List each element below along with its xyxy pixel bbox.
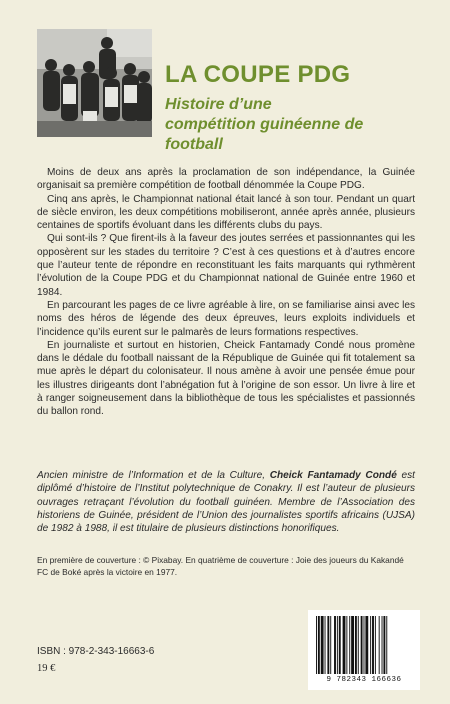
barcode-bar xyxy=(349,616,350,674)
barcode-bar xyxy=(325,616,326,674)
barcode-bar xyxy=(318,616,320,674)
bio-prefix: Ancien ministre de l’Information et de la Culture, xyxy=(37,470,270,481)
barcode-bar xyxy=(343,616,346,674)
barcode-panel xyxy=(308,610,420,690)
book-title: LA COUPE PDG xyxy=(165,61,351,88)
book-subtitle: Histoire d’une compétition guinéenne de football xyxy=(165,96,364,153)
isbn: ISBN : 978-2-343-16663-6 xyxy=(37,646,155,657)
barcode-bar xyxy=(375,616,376,674)
barcode-bar xyxy=(334,616,336,674)
image-credits: En première de couverture : © Pixabay. En quatrième de couverture : Joie des joueurs du Kakandé FC de Boké après la victoire en 1977. xyxy=(37,555,404,577)
blurb-paragraph: En parcourant les pages de ce livre agréable à lire, on se familiarise ainsi avec les noms des héros de légende des deux épreuves, leurs exploits individuels et l’incidence qu’ils eurent sur le palmarès de leurs formations respectives. xyxy=(37,299,415,338)
author-bio xyxy=(37,469,415,535)
barcode-bar xyxy=(382,616,383,674)
barcode-bar xyxy=(321,616,324,674)
barcode-bar xyxy=(339,616,341,674)
blurb-paragraph: En journaliste et surtout en historien, Cheick Fantamady Condé nous promène dans le dédale du football naissant de la République de Guinée qui fit totalement sa mue après le départ du colonisateur. Il nous amène à avoir une pensée émue pour les illustres dirigeants dont l’abnégation fut à l’origine de son essor. Un livre à lire et à ranger soigneusement dans la bibliothèque de tous les spécialistes et passionnés du ballon rond. xyxy=(37,339,415,418)
barcode-digits: 9 782343 166636 xyxy=(326,676,402,684)
barcode-bar xyxy=(346,616,347,674)
barcode-bar xyxy=(372,616,374,674)
barcode-bar xyxy=(337,616,338,674)
price: 19 € xyxy=(37,663,56,674)
barcode-bar xyxy=(327,616,329,674)
barcode-bar xyxy=(386,616,387,674)
blurb xyxy=(37,166,415,419)
blurb-paragraph: Moins de deux ans après la proclamation de son indépendance, la Guinée organisait sa première compétition de football dénommée la Coupe PDG. xyxy=(37,167,415,192)
barcode-bar xyxy=(361,616,363,674)
author-name: Cheick Fantamady Condé xyxy=(269,470,397,481)
barcode-bar xyxy=(383,616,385,674)
bio-suffix: est diplômé d’histoire de l’Institut polytechnique de Conakry. Il est l’auteur de plusieurs ouvrages retraçant l’évolution du football guinéen. Membre de l’Association des historiens de Guinée, président de l’Union des journalistes sportifs africains (UJSA) de 1982 à 1988, il est titulaire de plusieurs distinctions honorifiques. xyxy=(37,470,415,535)
barcode-bar xyxy=(355,616,357,674)
barcode-bar xyxy=(358,616,359,674)
barcode-bar xyxy=(316,616,317,674)
photo-illustration xyxy=(37,29,152,137)
barcode-bar xyxy=(351,616,354,674)
blurb-paragraph: Qui sont-ils ? Que firent-ils à la faveur des joutes serrées et passionnantes qui les opposèrent sur les stades du territoire ? C’est à ces questions et à d’autres encore que l’auteur tente de répondre en reconstituant les faits marquants qui rythmèrent l’évolution de la Coupe PDG et du Championnat national de Guinée entre 1960 et 1984. xyxy=(37,233,415,298)
blurb-paragraph: Cinq ans après, le Championnat national était lancé à son tour. Pendant un quart de siècle environ, les deux compétitions mobiliseront, année après année, plusieurs centaines de sportifs évoluant dans les différents clubs du pays. xyxy=(37,193,415,232)
team-celebration-photo xyxy=(37,29,152,137)
barcode-bar xyxy=(379,616,380,674)
barcode-bar xyxy=(330,616,331,674)
barcode-bar xyxy=(365,616,368,674)
barcode xyxy=(314,616,414,674)
barcode-bar xyxy=(370,616,371,674)
title-block xyxy=(165,61,435,155)
barcode-bar xyxy=(364,616,365,674)
